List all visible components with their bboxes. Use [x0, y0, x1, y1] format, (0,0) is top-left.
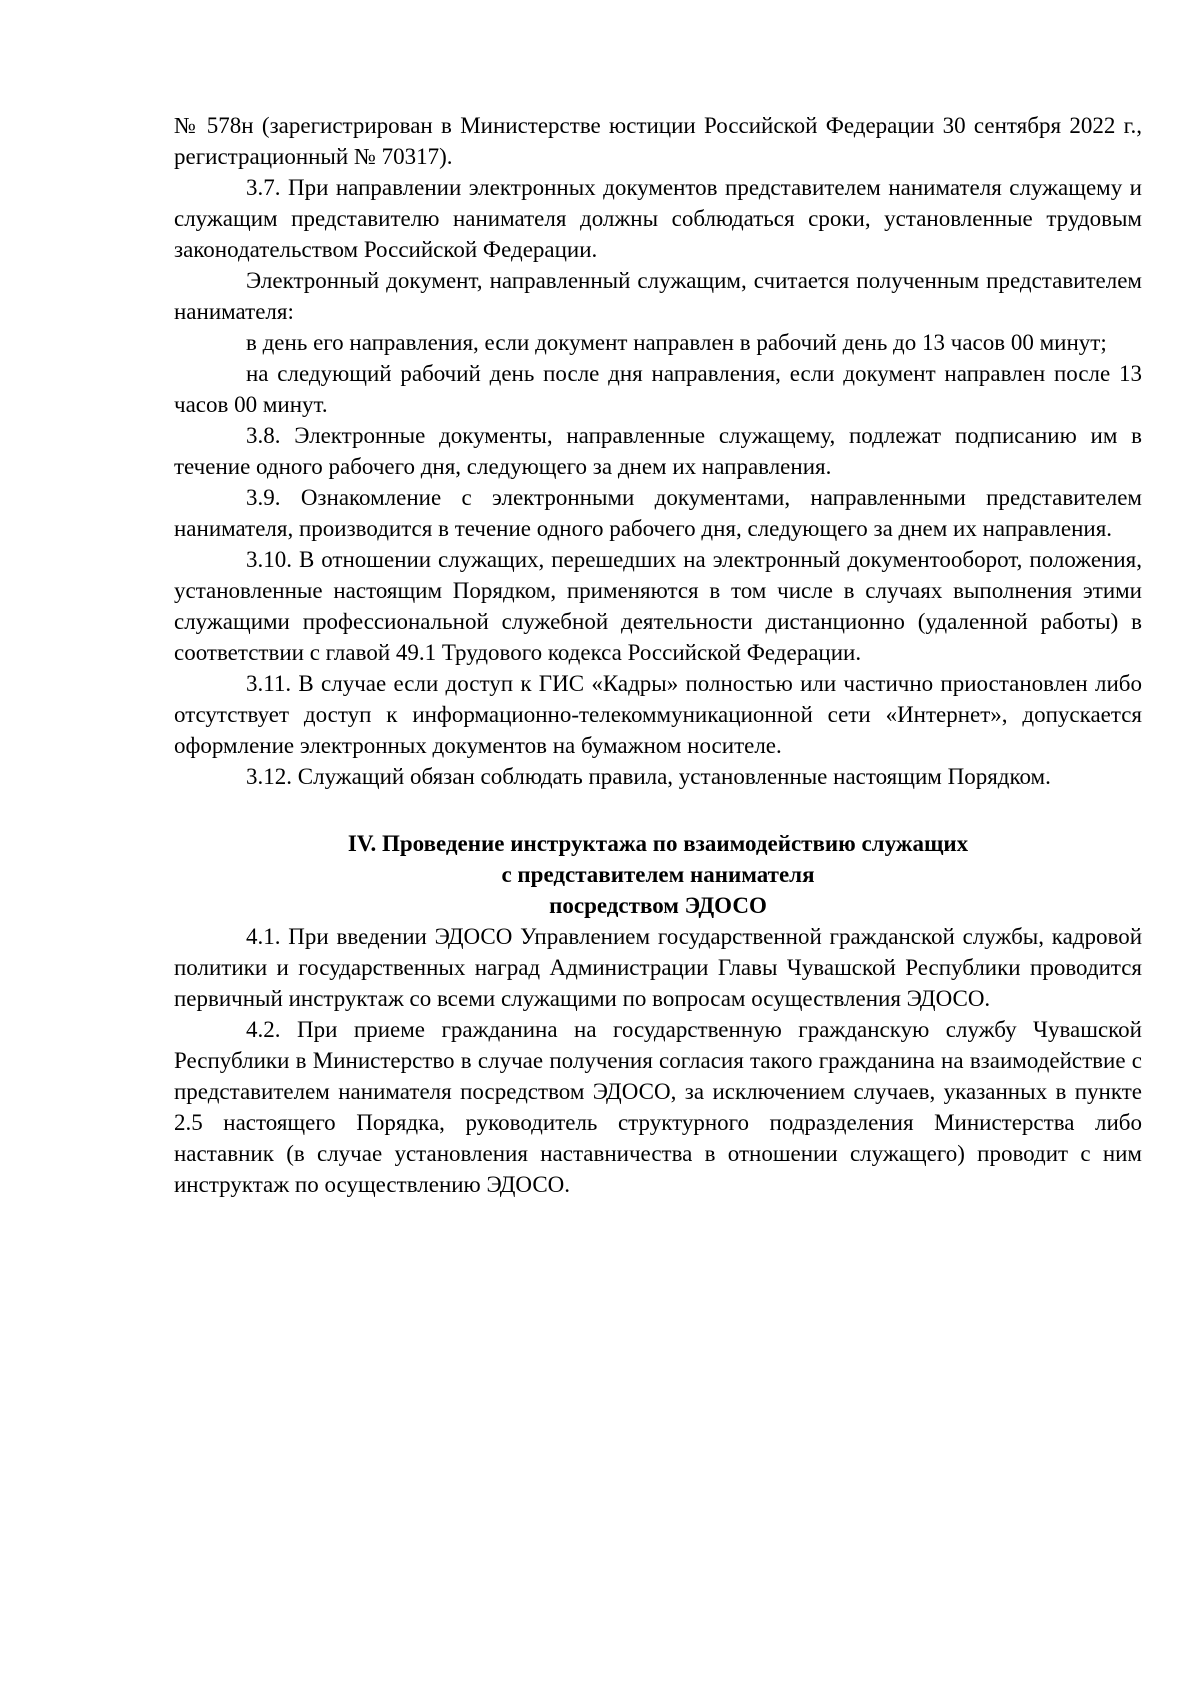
paragraph-same-day: в день его направления, если документ направлен в рабочий день до 13 часов 00 минут;: [246, 330, 1107, 355]
document-body: [174, 110, 1142, 1200]
paragraph-3-9: 3.9. Ознакомление с электронными документами, направленными представителем нанимателя, производится в течение одного рабочего дня, следующего за днем их направления.: [174, 485, 1142, 541]
paragraph-4-1: 4.1. При введении ЭДОСО Управлением государственной гражданской службы, кадровой политики и государственных наград Администрации Главы Чувашской Республики проводится первичный инструктаж со всеми служащими по вопросам осуществления ЭДОСО.: [174, 924, 1142, 1011]
paragraph-3-10: 3.10. В отношении служащих, перешедших на электронный документооборот, положения, установленные настоящим Порядком, применяются в том числе в случаях выполнения этими служащими профессиональной служебной деятельности дистанционно (удаленной работы) в соответствии с главой 49.1 Трудового кодекса Российской Федерации.: [174, 547, 1142, 665]
section-heading-line-3: посредством ЭДОСО: [549, 893, 767, 918]
section-heading-iv: [174, 828, 1142, 921]
paragraph-4-2: 4.2. При приеме гражданина на государственную гражданскую службу Чувашской Республики в Министерство в случае получения согласия такого гражданина на взаимодействие с представителем нанимателя посредством ЭДОСО, за исключением случаев, указанных в пункте 2.5 настоящего Порядка, руководитель структурного подразделения Министерства либо наставник (в случае установления наставничества в отношении служащего) проводит с ним инструктаж по осуществлению ЭДОСО.: [174, 1017, 1142, 1197]
section-heading-line-2: с представителем нанимателя: [501, 862, 815, 887]
section-heading-line-1: IV. Проведение инструктажа по взаимодействию служащих: [347, 831, 969, 856]
paragraph-3-12: 3.12. Служащий обязан соблюдать правила, установленные настоящим Порядком.: [246, 764, 1051, 789]
paragraph-3-8: 3.8. Электронные документы, направленные служащему, подлежат подписанию им в течение одного рабочего дня, следующего за днем их направления.: [174, 423, 1142, 479]
paragraph-next-day: на следующий рабочий день после дня направления, если документ направлен после 13 часов 00 минут.: [174, 361, 1142, 417]
paragraph-continuation-578n: № 578н (зарегистрирован в Министерстве юстиции Российской Федерации 30 сентября 2022 г., регистрационный № 70317).: [174, 113, 1142, 169]
paragraph-electronic-document-received: Электронный документ, направленный служащим, считается полученным представителем нанимателя:: [174, 268, 1142, 324]
paragraph-3-11: 3.11. В случае если доступ к ГИС «Кадры» полностью или частично приостановлен либо отсутствует доступ к информационно-телекоммуникационной сети «Интернет», допускается оформление электронных документов на бумажном носителе.: [174, 671, 1142, 758]
paragraph-3-7: 3.7. При направлении электронных документов представителем нанимателя служащему и служащим представителю нанимателя должны соблюдаться сроки, установленные трудовым законодательством Российской Федерации.: [174, 175, 1142, 262]
